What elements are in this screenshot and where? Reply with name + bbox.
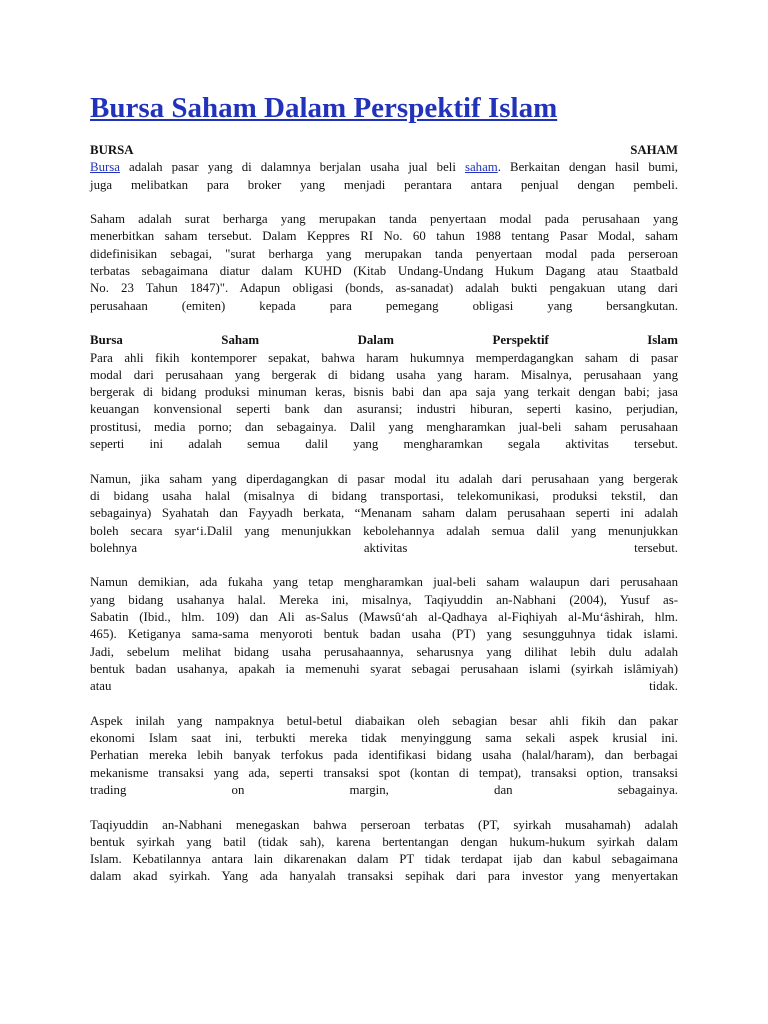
text-line: Saham adalah surat berharga yang merupakan tanda penyertaan modal pada perusahaan yang [90, 212, 678, 227]
heading-word-saham: SAHAM [630, 143, 678, 157]
section-heading-bursa-saham [90, 142, 678, 159]
link-bursa[interactable]: Bursa [90, 160, 120, 175]
text-line: trading on margin, dan sebagainya. [90, 782, 678, 797]
text-line: yang bidang usahanya halal. Mereka ini, misalnya, Taqiyuddin an-Nabhani (2004), Yusuf as- [90, 592, 678, 607]
text-line: bolehnya aktivitas tersebut. [90, 540, 678, 555]
paragraph-nabhani [90, 817, 678, 886]
text-line: Islam. Kebatilannya antara lain dikarenakan dalam PT tidak terdapat ijab dan kabul sebagaimana [90, 852, 678, 867]
paragraph-fukaha [90, 574, 678, 695]
text-line: di bidang usaha halal (misalnya di bidang transportasi, telekomunikasi, produksi tekstil, dan [90, 488, 678, 503]
text-line: terbatas sebagaimana diatur dalam KUHD (Kitab Undang-Undang Hukum Dagang atau Staatbald [90, 264, 678, 279]
paragraph-bursa-saham [90, 142, 678, 194]
text-line: Perhatian mereka lebih banyak terfokus pada identifikasi bidang usaha (halal/haram), dan berbagai [90, 748, 678, 763]
text-line: No. 23 Tahun 1847)". Adapun obligasi (bonds, as-sanadat) adalah bukti pengakuan utang dari [90, 281, 678, 296]
text-line: modal dari perusahaan yang bergerak di bidang usaha yang haram. Misalnya, perusahaan yang [90, 367, 678, 382]
text-line: bergerak di bidang produksi minuman keras, bisnis babi dan apa saja yang terkait dengan babi; jasa [90, 385, 678, 400]
definition-line-2: juga melibatkan para broker yang menjadi perantara antara penjual dengan pembeli. [90, 177, 678, 192]
section-heading-perspektif-islam: Bursa Saham Dalam Perspektif Islam [90, 333, 678, 348]
definition-text-a: adalah pasar yang di dalamnya berjalan usaha jual beli [129, 160, 456, 175]
text-line: Namun demikian, ada fukaha yang tetap mengharamkan jual-beli saham walaupun dari perusahaan [90, 575, 678, 590]
text-line: Taqiyuddin an-Nabhani menegaskan bahwa perseroan terbatas (PT, syirkah musahamah) adalah [90, 817, 678, 832]
text-line: Jadi, sebelum melihat bidang usaha perusahaannya, seharusnya yang dilihat lebih dulu adalah [90, 644, 678, 659]
text-line: bentuk badan usahanya, apakah ia memenuhi syarat sebagai perusahaan islami (syirkah islâmiyah) [90, 661, 678, 676]
definition-text-b: . Berkaitan dengan hasil bumi, [497, 160, 678, 175]
definition-line [90, 159, 678, 176]
paragraph-usaha-halal [90, 471, 678, 557]
text-line: Namun, jika saham yang diperdagangkan di pasar modal itu adalah dari perusahaan yang bergerak [90, 471, 678, 486]
text-line: 465). Ketiganya sama-sama menyoroti bentuk badan usaha (PT) yang sesungguhnya tidak islami. [90, 627, 678, 642]
paragraph-perspektif-islam [90, 332, 678, 453]
text-line: prostitusi, media porno; dan sebagainya. Dalil yang mengharamkan jual-beli saham perusahaan [90, 419, 678, 434]
link-saham[interactable]: saham [464, 160, 498, 175]
text-line: atau tidak. [90, 679, 678, 694]
text-line: keuangan konvensional seperti bank dan asuransi; industri hiburan, seperti kasino, perjudian, [90, 402, 678, 417]
text-line: bentuk syirkah yang batil (tidak sah), karena bertentangan dengan hukum-hukum syirkah dalam [90, 834, 678, 849]
text-line: Sabatin (Ibid., hlm. 109) dan Ali as-Salus (Mawsû‘ah al-Qadhaya al-Fiqhiyah al-Mu‘âshirah, hlm. [90, 610, 678, 625]
heading-word-bursa: BURSA [90, 143, 133, 157]
page-title[interactable]: Bursa Saham Dalam Perspektif Islam [90, 92, 558, 124]
text-line: boleh secara syar‘i.Dalil yang menunjukkan kebolehannya adalah semua dalil yang menunjukkan [90, 523, 678, 538]
text-line: didefinisikan sebagai, "surat berharga yang merupakan tanda penyertaan modal pada perseroan [90, 246, 678, 261]
text-line: perusahaan (emiten) kepada para pemegang obligasi yang bersangkutan. [90, 298, 678, 313]
text-line: dalam akad syirkah. Yang ada hanyalah transaksi sepihak dari para investor yang menyertakan [90, 869, 678, 884]
text-line: ekonomi Islam saat ini, terbukti mereka tidak menyinggung sama sekali aspek krusial ini. [90, 731, 678, 746]
text-line: seperti ini adalah semua dalil yang mengharamkan segala aktivitas tersebut. [90, 437, 678, 452]
text-line: sebagainya) Syahatah dan Fayyadh berkata, “Menanam saham dalam perusahaan seperti ini adalah [90, 506, 678, 521]
text-line: menerbitkan saham tersebut. Dalam Keppres RI No. 60 tahun 1988 tentang Pasar Modal, saham [90, 229, 678, 244]
document-page [90, 88, 678, 903]
paragraph-aspek [90, 713, 678, 799]
text-line: Para ahli fikih kontemporer sepakat, bahwa haram hukumnya memperdagangkan saham di pasar [90, 350, 678, 365]
paragraph-saham-definition [90, 211, 678, 315]
text-line: Aspek inilah yang nampaknya betul-betul diabaikan oleh sebagian besar ahli fikih dan pakar [90, 713, 678, 728]
text-line: mekanisme transaksi yang ada, seperti transaksi spot (kontan di tempat), transaksi option, transaksi [90, 765, 678, 780]
